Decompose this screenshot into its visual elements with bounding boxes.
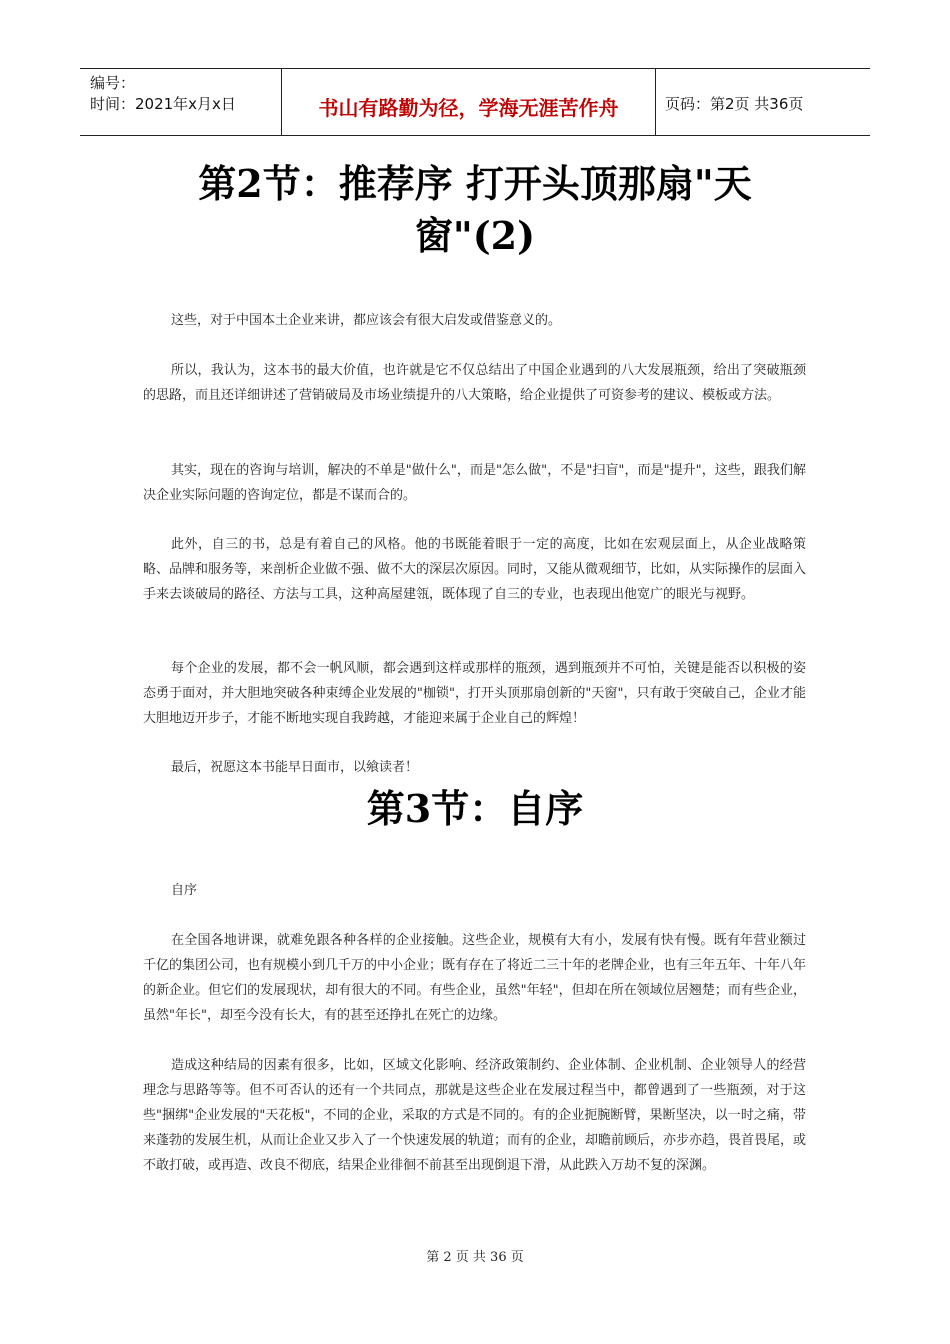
page-header-table [80,68,870,136]
section2-paragraph-4: 此外，自三的书，总是有着自己的风格。他的书既能着眼于一定的高度，比如在宏观层面上，从企业战略策略、品牌和服务等，来剖析企业做不强、做不大的深层次原因。同时，又能从微观细节，比如，从实际操作的层面入手来去谈破局的路径、方法与工具，这种高屋建瓴，既体现了自三的专业，也表现出他宽广的眼光与视野。 [143,537,807,602]
section2-paragraph-6: 最后，祝愿这本书能早日面市，以飨读者！ [171,760,419,775]
footer-page-number: 第 2 页 共 36 页 [426,1250,524,1265]
serial-label: 编号： [90,74,136,92]
motto-text: 书山有路勤为径，学海无涯苦作舟 [318,95,619,120]
section2-paragraph-3: 其实，现在的咨询与培训，解决的不单是"做什么"，而是"怎么做"，不是"扫盲"，而是"提升"，这些，跟我们解决企业实际问题的咨询定位，都是不谋而合的。 [143,463,806,503]
section2-title-line2: 窗"(2) [414,213,536,258]
header-page-cell [656,69,870,135]
date-label: 时间：2021年x月x日 [90,95,236,113]
section2-title [95,158,855,262]
header-meta-cell [80,69,282,135]
section2-paragraph-2: 所以，我认为，这本书的最大价值，也许就是它不仅总结出了中国企业遇到的八大发展瓶颈，给出了突破瓶颈的思路，而且还详细讲述了营销破局及市场业绩提升的八大策略，给企业提供了可资参考的建议、模板或方法。 [143,363,806,403]
page-info: 页码：第2页 共36页 [665,94,804,113]
section3-paragraph-2: 在全国各地讲课，就难免跟各种各样的企业接触。这些企业，规模有大有小，发展有快有慢。既有年营业额过千亿的集团公司，也有规模小到几千万的中小企业；既有存在了将近二三十年的老牌企业，也有三年五年、十年八年的新企业。但它们的发展现状，却有很大的不同。有些企业，虽然"年轻"，但却在所在领域位居翘楚；而有些企业，虽然"年长"，却至今没有长大，有的甚至还挣扎在死亡的边缘。 [143,933,807,1023]
section3-title: 第3节：自序 [366,786,584,831]
section2-title-line1: 第2节：推荐序 打开头顶那扇"天 [198,161,752,206]
section2-paragraph-5: 每个企业的发展，都不会一帆风顺，都会遇到这样或那样的瓶颈，遇到瓶颈并不可怕，关键是能否以积极的姿态勇于面对，并大胆地突破各种束缚企业发展的"枷锁"，打开头顶那扇创新的"天窗"，只有敢于突破自己，企业才能大胆地迈开步子，才能不断地实现自我跨越，才能迎来属于企业自己的辉煌！ [143,661,806,726]
section2-paragraph-1: 这些，对于中国本土企业来讲，都应该会有很大启发或借鉴意义的。 [171,313,562,328]
header-motto-cell [282,69,656,135]
section3-paragraph-1: 自序 [171,883,198,898]
section3-paragraph-3: 造成这种结局的因素有很多，比如，区域文化影响、经济政策制约、企业体制、企业机制、企业领导人的经营理念与思路等等。但不可否认的还有一个共同点，那就是这些企业在发展过程当中，都曾遇到了一些瓶颈，对于这些"捆绑"企业发展的"天花板"，不同的企业，采取的方式是不同的。有的企业扼腕断臂，果断坚决，以一时之痛，带来蓬勃的发展生机，从而让企业又步入了一个快速发展的轨道；而有的企业，却瞻前顾后，亦步亦趋，畏首畏尾，或不敢打破，或再造、改良不彻底，结果企业徘徊不前甚至出现倒退下滑，从此跌入万劫不复的深渊。 [143,1058,807,1173]
